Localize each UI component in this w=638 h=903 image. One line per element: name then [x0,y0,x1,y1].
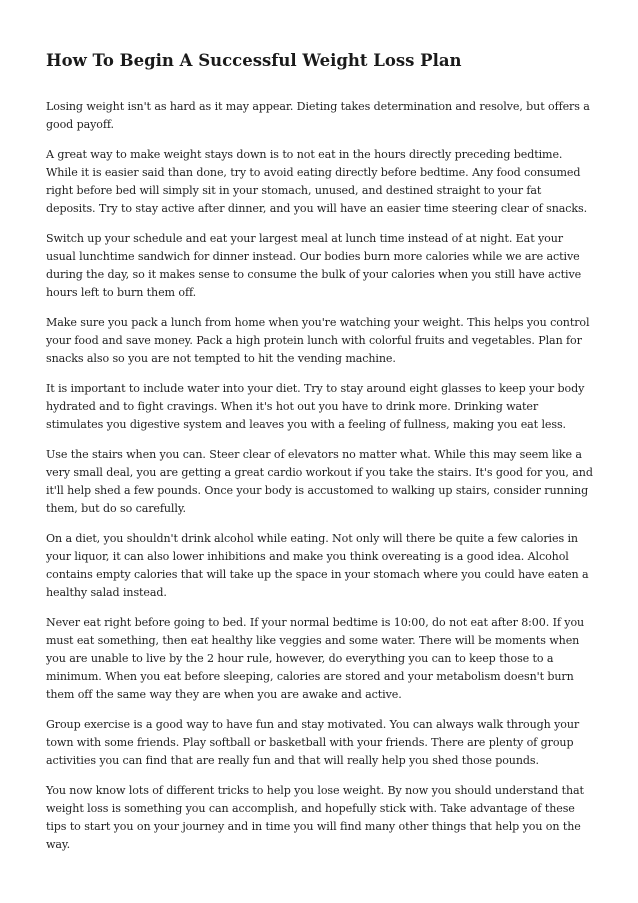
paragraph-before-bed: Never eat right before going to bed. If your normal bedtime is 10:00, do not eat after 8:00. If you must eat something, then eat healthy like veggies and some water. There will be moments when you are unable to live by the 2 hour rule, however, do everything you can to keep those to a minimum. When you eat before sleeping, calories are stored and your metabolism doesn't burn them off the same way they are when you are awake and active. [46,616,585,701]
paragraph-largest-meal-lunch: Switch up your schedule and eat your largest meal at lunch time instead of at night. Eat your usual lunchtime sandwich for dinner instead. Our bodies burn more calories while we are active during the day, so it makes sense to consume the bulk of your calories when you still have active hours left to burn them off. [46,232,582,299]
paragraph-group-exercise: Group exercise is a good way to have fun and stay motivated. You can always walk through your town with some friends. Play softball or basketball with your friends. There are plenty of group activities you can find that are really fun and that will really help you shed those pounds. [46,718,580,767]
document-page [46,50,594,866]
paragraph-bedtime-eating: A great way to make weight stays down is to not eat in the hours directly preceding bedtime. While it is easier said than done, try to avoid eating directly before bedtime. Any food consumed right before bed will simply sit in your stomach, unused, and destined straight to your fat deposits. Try to stay active after dinner, and you will have an easier time steering clear of snacks. [46,148,588,215]
paragraph-intro: Losing weight isn't as hard as it may appear. Dieting takes determination and resolve, but offers a good payoff. [46,100,590,131]
document-title: How To Begin A Successful Weight Loss Plan [46,51,462,70]
paragraph-pack-lunch: Make sure you pack a lunch from home when you're watching your weight. This helps you control your food and save money. Pack a high protein lunch with colorful fruits and vegetables. Plan for snacks also so you are not tempted to hit the vending machine. [46,316,590,365]
paragraph-conclusion: You now know lots of different tricks to help you lose weight. By now you should understand that weight loss is something you can accomplish, and hopefully stick with. Take advantage of these tips to start you on your journey and in time you will find many other things that help you on the way. [46,784,584,851]
paragraph-alcohol: On a diet, you shouldn't drink alcohol while eating. Not only will there be quite a few calories in your liquor, it can also lower inhibitions and make you think overeating is a good idea. Alcohol contains empty calories that will take up the space in your stomach where you could have eaten a healthy salad instead. [46,532,589,599]
paragraph-water: It is important to include water into your diet. Try to stay around eight glasses to keep your body hydrated and to fight cravings. When it's hot out you have to drink more. Drinking water stimulates you digestive system and leaves you with a feeling of fullness, making you eat less. [46,382,585,431]
paragraph-stairs: Use the stairs when you can. Steer clear of elevators no matter what. While this may seem like a very small deal, you are getting a great cardio workout if you take the stairs. It's good for you, and it'll help shed a few pounds. Once your body is accustomed to walking up stairs, consider running them, but do so carefully. [46,448,593,515]
